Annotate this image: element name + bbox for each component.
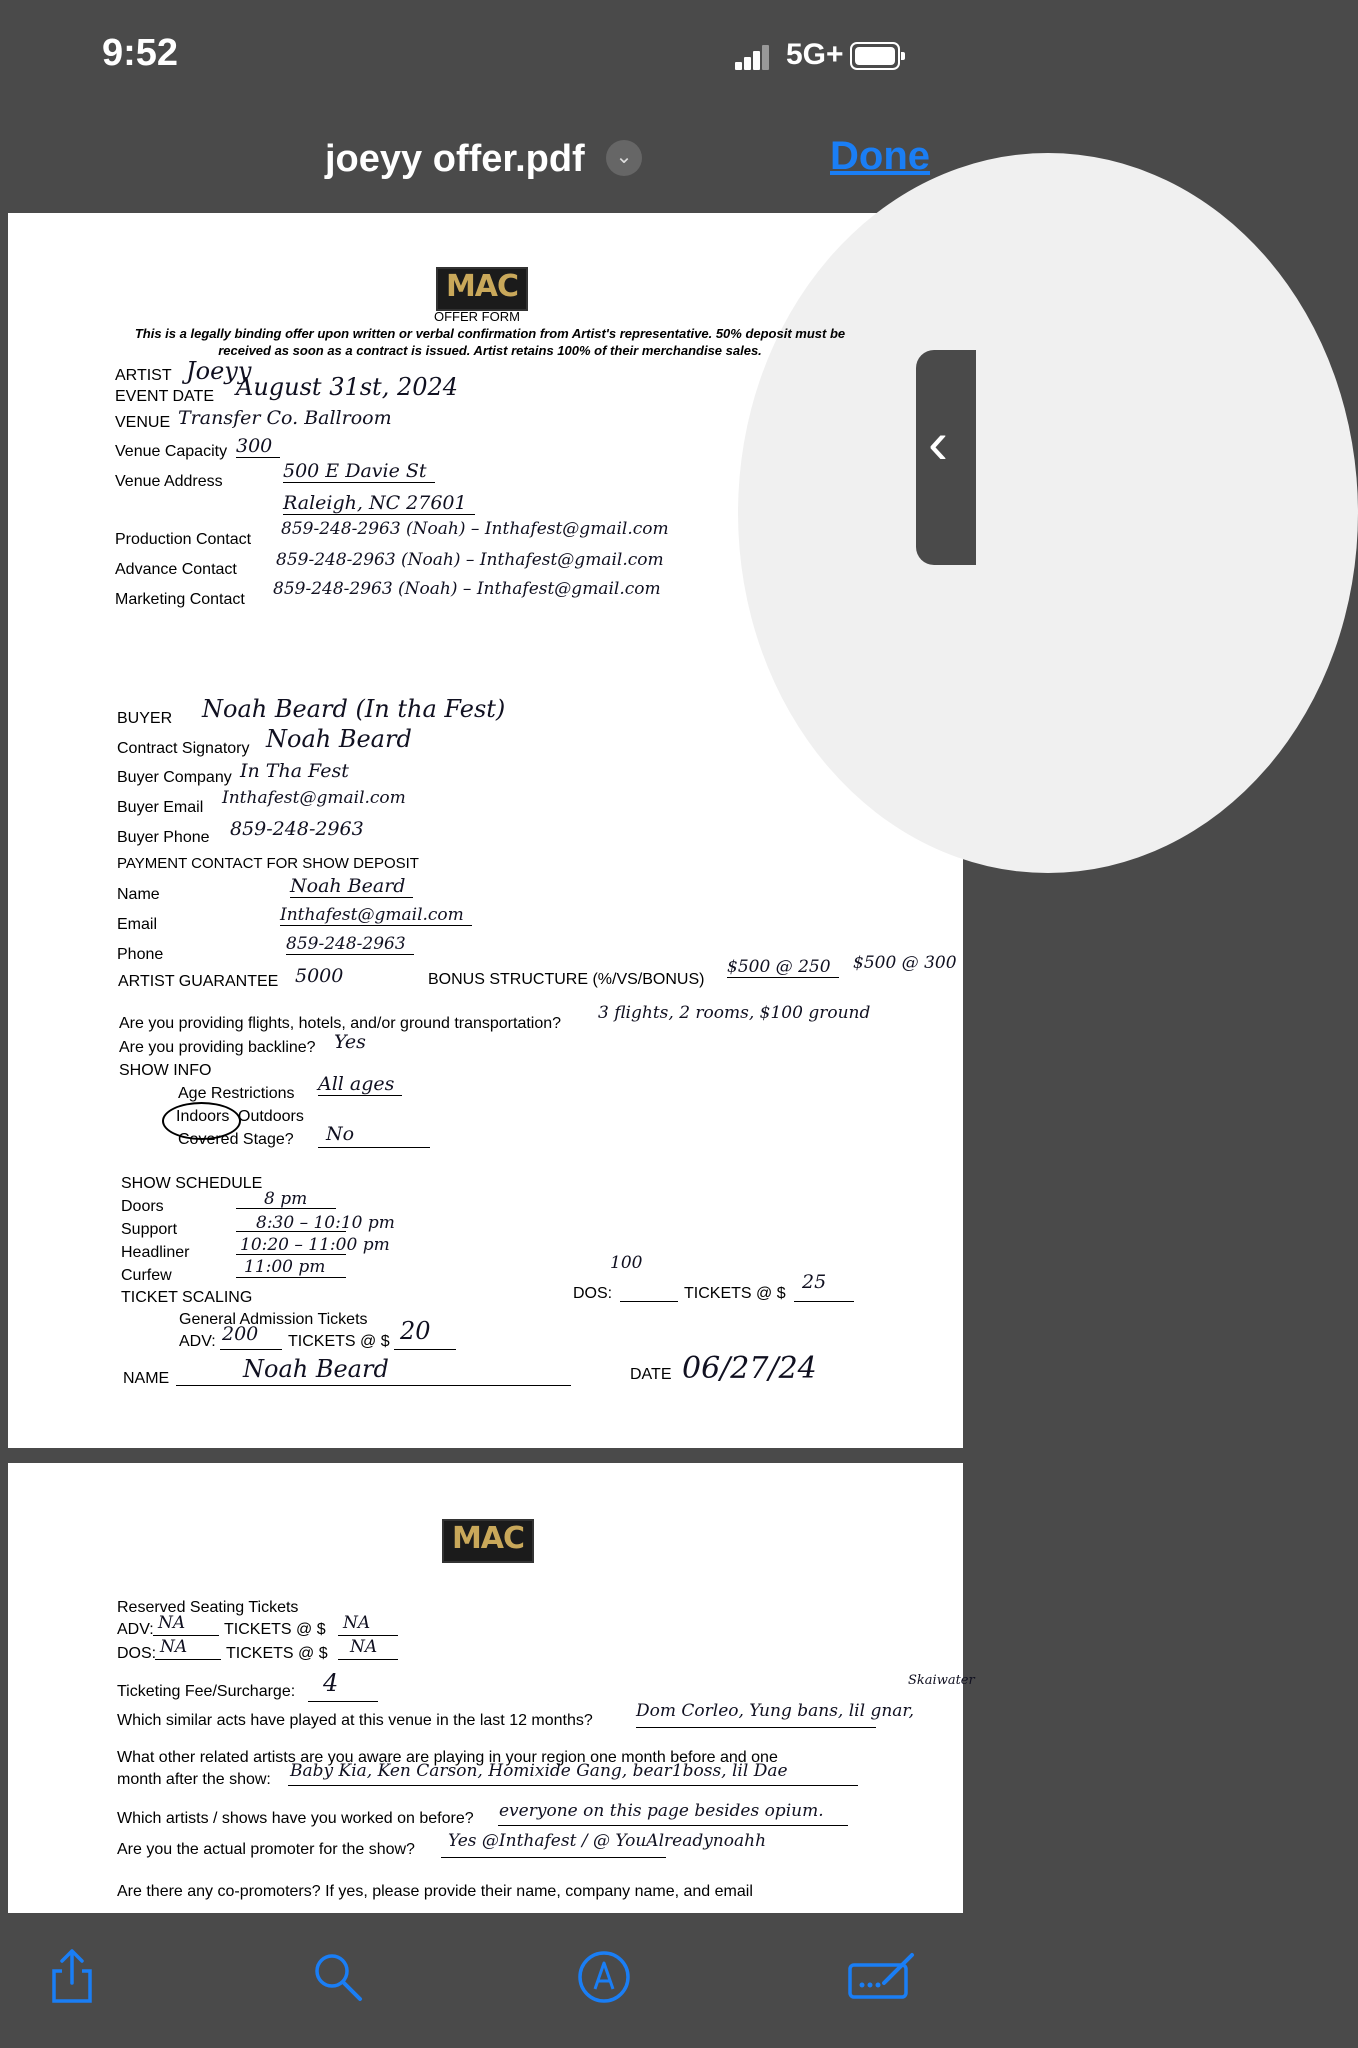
buyer-phone-label: Buyer Phone — [117, 829, 210, 846]
support-label: Support — [121, 1221, 178, 1238]
adv-count-value: 200 — [222, 1323, 259, 1345]
reserved-dos-tickets-label: TICKETS @ $ — [226, 1645, 328, 1662]
marketing-contact-value: 859-248-2963 (Noah) – Inthafest@gmail.com — [273, 579, 661, 599]
reserved-adv-count: NA — [158, 1613, 186, 1633]
battery-icon — [850, 42, 900, 70]
buyer-company-value: In Tha Fest — [240, 760, 349, 782]
ticket-scaling-heading: TICKET SCALING — [121, 1289, 253, 1306]
dos-price-line — [794, 1301, 854, 1302]
headliner-line — [236, 1254, 346, 1255]
done-button[interactable]: Done — [830, 134, 930, 178]
similar-acts-line — [636, 1727, 876, 1728]
reserved-dos-price: NA — [350, 1637, 378, 1657]
travel-answer: 3 flights, 2 rooms, $100 ground — [598, 1003, 871, 1023]
name-signature-label: NAME — [123, 1370, 170, 1387]
event-date-value: August 31st, 2024 — [236, 373, 459, 401]
reserved-dos-price-line — [338, 1659, 398, 1660]
indoors-option: Indoors — [176, 1108, 230, 1125]
ticketing-fee-value: 4 — [323, 1669, 339, 1697]
adv-price-value: 20 — [400, 1317, 431, 1345]
age-restrictions-label: Age Restrictions — [178, 1085, 295, 1102]
date-value: 06/27/24 — [682, 1351, 817, 1386]
bottom-toolbar — [0, 1913, 970, 2048]
doors-value: 8 pm — [264, 1189, 308, 1209]
legal-notice: This is a legally binding offer upon written or verbal confirmation from Artist's representative. 50% deposit must be received as soon as a contract is issued. Artist retains 100% of their merchandise sales. — [134, 326, 846, 358]
similar-acts-answer: Dom Corleo, Yung bans, lil gnar, — [636, 1701, 915, 1721]
similar-acts-question: Which similar acts have played at this venue in the last 12 months? — [117, 1712, 593, 1729]
reserved-dos-label: DOS: — [117, 1645, 157, 1662]
payment-email-value: Inthafest@gmail.com — [280, 905, 472, 926]
page-shadow-decoration — [738, 153, 1358, 873]
markup-pen-icon[interactable] — [574, 1947, 634, 2007]
support-value: 8:30 – 10:10 pm — [256, 1213, 395, 1233]
reserved-adv-label: ADV: — [117, 1621, 154, 1638]
show-info-heading: SHOW INFO — [119, 1062, 212, 1079]
similar-acts-margin-note: Skaiwater — [908, 1673, 975, 1688]
event-date-label: EVENT DATE — [115, 388, 214, 405]
form-title: OFFER FORM — [434, 309, 520, 324]
adv-count-line — [220, 1349, 282, 1350]
venue-address-line2: Raleigh, NC 27601 — [283, 492, 475, 515]
travel-question: Are you providing flights, hotels, and/or ground transportation? — [119, 1015, 562, 1032]
reserved-adv-tickets-label: TICKETS @ $ — [224, 1621, 326, 1638]
advance-contact-label: Advance Contact — [115, 561, 237, 578]
buyer-email-value: Inthafest@gmail.com — [222, 788, 406, 808]
related-artists-question-line2: month after the show: — [117, 1771, 271, 1788]
reserved-dos-count: NA — [160, 1637, 188, 1657]
dos-tickets-label: TICKETS @ $ — [684, 1285, 786, 1302]
doors-label: Doors — [121, 1198, 164, 1215]
reserved-adv-count-line — [153, 1635, 219, 1636]
contract-signatory-label: Contract Signatory — [117, 740, 250, 757]
payment-email-label: Email — [117, 916, 158, 933]
artist-value: Joeyy — [186, 357, 252, 385]
related-artists-line — [288, 1785, 858, 1786]
buyer-value: Noah Beard (In tha Fest) — [202, 695, 506, 723]
payment-contact-heading: PAYMENT CONTACT FOR SHOW DEPOSIT — [117, 855, 419, 872]
covered-stage-label: Covered Stage? — [178, 1131, 294, 1148]
adv-price-line — [394, 1349, 456, 1350]
worked-before-line — [498, 1825, 848, 1826]
outdoors-option: Outdoors — [238, 1108, 304, 1125]
document-title[interactable]: joeyy offer.pdf — [325, 138, 585, 180]
cellular-signal-icon — [735, 42, 769, 70]
adv-label: ADV: — [179, 1333, 216, 1350]
show-schedule-heading: SHOW SCHEDULE — [121, 1175, 263, 1192]
payment-phone-label: Phone — [117, 946, 164, 963]
payment-name-value: Noah Beard — [290, 875, 413, 898]
curfew-value: 11:00 pm — [244, 1257, 326, 1277]
curfew-line — [236, 1277, 346, 1278]
dos-count-line — [620, 1301, 678, 1302]
pdf-page-2 — [8, 1463, 975, 1913]
venue-label: VENUE — [115, 414, 171, 431]
payment-name-label: Name — [117, 886, 160, 903]
covered-stage-line — [318, 1147, 430, 1148]
curfew-label: Curfew — [121, 1267, 172, 1284]
reserved-adv-price-line — [338, 1635, 398, 1636]
contract-signatory-value: Noah Beard — [266, 725, 412, 753]
buyer-email-label: Buyer Email — [117, 799, 204, 816]
side-panel-handle[interactable] — [916, 350, 976, 565]
artist-guarantee-label: ARTIST GUARANTEE — [118, 973, 279, 990]
related-artists-answer: Baby Kia, Ken Carson, Homixide Gang, bear1boss, lil Dae — [290, 1761, 788, 1781]
covered-stage-value: No — [326, 1123, 355, 1145]
dos-label: DOS: — [573, 1285, 613, 1302]
nav-bar — [0, 110, 970, 206]
bonus-structure-value-1: $500 @ 250 — [727, 957, 839, 978]
payment-phone-value: 859-248-2963 — [286, 934, 414, 955]
venue-capacity-label: Venue Capacity — [115, 443, 228, 460]
related-artists-question-line1: What other related artists are you aware are playing in your region one month before and one — [117, 1749, 778, 1766]
signature-icon[interactable] — [846, 1947, 918, 2007]
mac-logo: MAC — [436, 267, 528, 311]
chevron-left-icon: ‹ — [928, 409, 948, 476]
venue-value: Transfer Co. Ballroom — [178, 407, 392, 429]
age-restrictions-value: All ages — [318, 1073, 402, 1096]
artist-guarantee-value: 5000 — [295, 965, 344, 987]
headliner-label: Headliner — [121, 1244, 190, 1261]
support-line — [236, 1231, 346, 1232]
dos-price-value: 25 — [802, 1271, 827, 1293]
actual-promoter-line — [441, 1857, 666, 1858]
reserved-adv-price: NA — [343, 1613, 371, 1633]
venue-address-line1: 500 E Davie St — [283, 460, 435, 483]
pdf-page-1 — [8, 213, 963, 1448]
doors-line — [236, 1208, 336, 1209]
backline-answer: Yes — [334, 1031, 366, 1053]
production-contact-value: 859-248-2963 (Noah) – Inthafest@gmail.com — [281, 519, 669, 539]
network-type: 5G+ — [786, 38, 844, 71]
dos-count-value: 100 — [610, 1253, 643, 1273]
buyer-phone-value: 859-248-2963 — [230, 818, 364, 840]
date-label: DATE — [630, 1366, 672, 1383]
worked-before-answer: everyone on this page besides opium. — [499, 1801, 824, 1821]
worked-before-question: Which artists / shows have you worked on before? — [117, 1810, 474, 1827]
reserved-dos-count-line — [155, 1659, 221, 1660]
production-contact-label: Production Contact — [115, 531, 252, 548]
bonus-structure-value-2: $500 @ 300 — [853, 953, 957, 973]
co-promoters-question: Are there any co-promoters? If yes, please provide their name, company name, and email — [117, 1883, 753, 1900]
actual-promoter-answer: Yes @Inthafest / @ YouAlreadynoahh — [448, 1831, 767, 1851]
artist-label: ARTIST — [115, 367, 172, 384]
status-bar — [0, 0, 970, 110]
reserved-seating-heading: Reserved Seating Tickets — [117, 1599, 299, 1616]
buyer-company-label: Buyer Company — [117, 769, 232, 786]
ticketing-fee-line — [308, 1701, 378, 1702]
search-icon[interactable] — [308, 1947, 368, 2007]
signature-line — [176, 1385, 571, 1386]
marketing-contact-label: Marketing Contact — [115, 591, 245, 608]
signature-value: Noah Beard — [243, 1355, 389, 1383]
buyer-label: BUYER — [117, 710, 173, 727]
bonus-structure-label: BONUS STRUCTURE (%/VS/BONUS) — [428, 971, 705, 988]
status-time: 9:52 — [102, 32, 179, 74]
ga-tickets-heading: General Admission Tickets — [179, 1311, 368, 1328]
ticketing-fee-label: Ticketing Fee/Surcharge: — [117, 1683, 296, 1700]
chevron-down-icon[interactable]: ⌄ — [606, 140, 642, 176]
actual-promoter-question: Are you the actual promoter for the show? — [117, 1841, 415, 1858]
venue-address-label: Venue Address — [115, 473, 223, 490]
backline-question: Are you providing backline? — [119, 1039, 316, 1056]
share-icon[interactable] — [42, 1947, 102, 2007]
advance-contact-value: 859-248-2963 (Noah) – Inthafest@gmail.com — [276, 550, 664, 570]
mac-logo: MAC — [442, 1519, 534, 1563]
venue-capacity-value: 300 — [236, 435, 280, 458]
headliner-value: 10:20 – 11:00 pm — [240, 1235, 390, 1255]
adv-tickets-label: TICKETS @ $ — [288, 1333, 390, 1350]
